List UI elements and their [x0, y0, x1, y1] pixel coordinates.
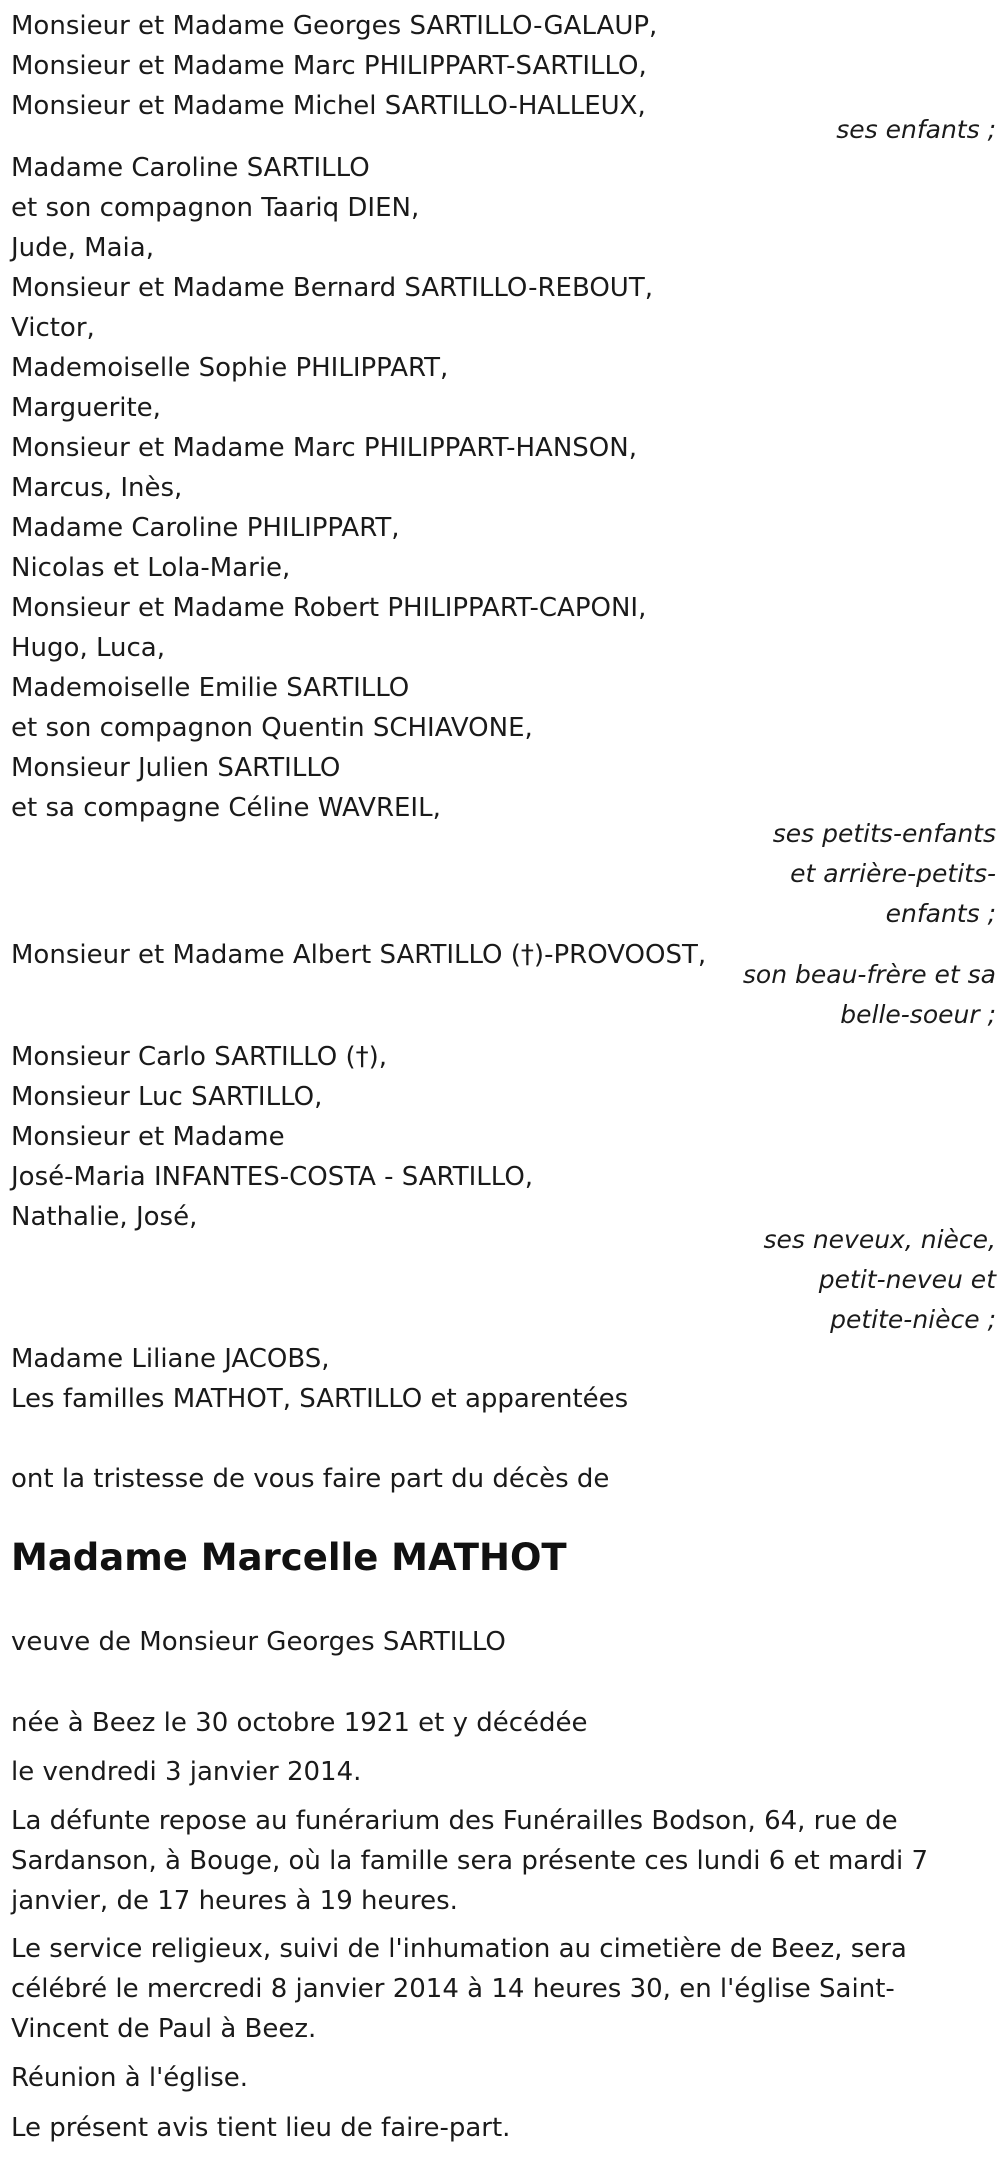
- relation-line: ses petits-enfants: [772, 819, 996, 848]
- relation-line: son beau-frère et sa: [742, 960, 996, 989]
- birth-text: née à Beez le 30 octobre 1921 et y décédée: [11, 1708, 588, 1738]
- petit-enfant-line: Marcus, Inès,: [11, 473, 183, 503]
- relation-line: petite-nièce ;: [830, 1305, 996, 1334]
- petit-enfant-line: Madame Caroline SARTILLO: [11, 153, 370, 183]
- petit-enfant-line: Mademoiselle Emilie SARTILLO: [11, 673, 410, 703]
- petit-enfant-line: Marguerite,: [11, 393, 161, 423]
- beau-frere-line: Monsieur et Madame Albert SARTILLO (†)-PROVOOST,: [11, 940, 707, 970]
- relation-line: petit-neveu et: [818, 1265, 996, 1294]
- repose-paragraph: La défunte repose au funérarium des Funérailles Bodson, 64, rue de Sardanson, à Bouge, où la famille sera présente ces lundi 6 et mardi 7 janvier, de 17 heures à 19 heures.: [11, 1806, 928, 1916]
- petit-enfant-line: et sa compagne Céline WAVREIL,: [11, 793, 441, 823]
- enfant-line: Monsieur et Madame Michel SARTILLO-HALLEUX,: [11, 91, 646, 121]
- relation-line: et arrière-petits-: [790, 859, 996, 888]
- enfants-section: [11, 6, 996, 126]
- petits-enfants-relation: [496, 814, 996, 934]
- neveux-section: [11, 1037, 996, 1237]
- petit-enfant-line: Monsieur Julien SARTILLO: [11, 753, 341, 783]
- petit-enfant-line: Victor,: [11, 313, 95, 343]
- neveu-line: Monsieur et Madame: [11, 1122, 285, 1152]
- petit-enfant-line: Monsieur et Madame Robert PHILIPPART-CAPONI,: [11, 593, 647, 623]
- petits-enfants-section: [11, 148, 996, 828]
- neveu-line: Nathalie, José,: [11, 1202, 198, 1232]
- widow-of-text: veuve de Monsieur Georges SARTILLO: [11, 1627, 506, 1657]
- neveu-line: José-Maria INFANTES-COSTA - SARTILLO,: [11, 1162, 534, 1192]
- petit-enfant-line: Monsieur et Madame Marc PHILIPPART-HANSON,: [11, 433, 637, 463]
- service-paragraph: Le service religieux, suivi de l'inhumation au cimetière de Beez, sera célébré le mercredi 8 janvier 2014 à 14 heures 30, en l'église Saint-Vincent de Paul à Beez.: [11, 1934, 907, 2044]
- relation-line: belle-soeur ;: [840, 1000, 996, 1029]
- autre-line: Madame Liliane JACOBS,: [11, 1344, 330, 1374]
- petit-enfant-line: Monsieur et Madame Bernard SARTILLO-REBOUT,: [11, 273, 653, 303]
- neveu-line: Monsieur Carlo SARTILLO (†),: [11, 1042, 388, 1072]
- relation-line: enfants ;: [885, 899, 996, 928]
- reunion-text: Réunion à l'église.: [11, 2063, 249, 2093]
- petit-enfant-line: Nicolas et Lola-Marie,: [11, 553, 291, 583]
- autres-section: [11, 1339, 996, 1419]
- neveu-line: Monsieur Luc SARTILLO,: [11, 1082, 323, 1112]
- petit-enfant-line: et son compagnon Taariq DIEN,: [11, 193, 420, 223]
- enfant-line: Monsieur et Madame Marc PHILIPPART-SARTILLO,: [11, 51, 647, 81]
- relation-line: ses neveux, nièce,: [763, 1225, 996, 1254]
- petit-enfant-line: Mademoiselle Sophie PHILIPPART,: [11, 353, 449, 383]
- petit-enfant-line: et son compagnon Quentin SCHIAVONE,: [11, 713, 533, 743]
- petit-enfant-line: Hugo, Luca,: [11, 633, 165, 663]
- autre-line: Les familles MATHOT, SARTILLO et apparentées: [11, 1384, 629, 1414]
- enfant-line: Monsieur et Madame Georges SARTILLO-GALAUP,: [11, 11, 658, 41]
- faire-part-text: Le présent avis tient lieu de faire-part.: [11, 2113, 511, 2143]
- neveux-relation: [496, 1220, 996, 1340]
- announcement-text: ont la tristesse de vous faire part du décès de: [11, 1464, 610, 1494]
- petit-enfant-line: Madame Caroline PHILIPPART,: [11, 513, 400, 543]
- death-text: le vendredi 3 janvier 2014.: [11, 1757, 362, 1787]
- beau-frere-relation: [496, 955, 996, 1035]
- petit-enfant-line: Jude, Maia,: [11, 233, 154, 263]
- deceased-name: Madame Marcelle MATHOT: [11, 1536, 567, 1579]
- enfants-relation: ses enfants ;: [836, 115, 996, 144]
